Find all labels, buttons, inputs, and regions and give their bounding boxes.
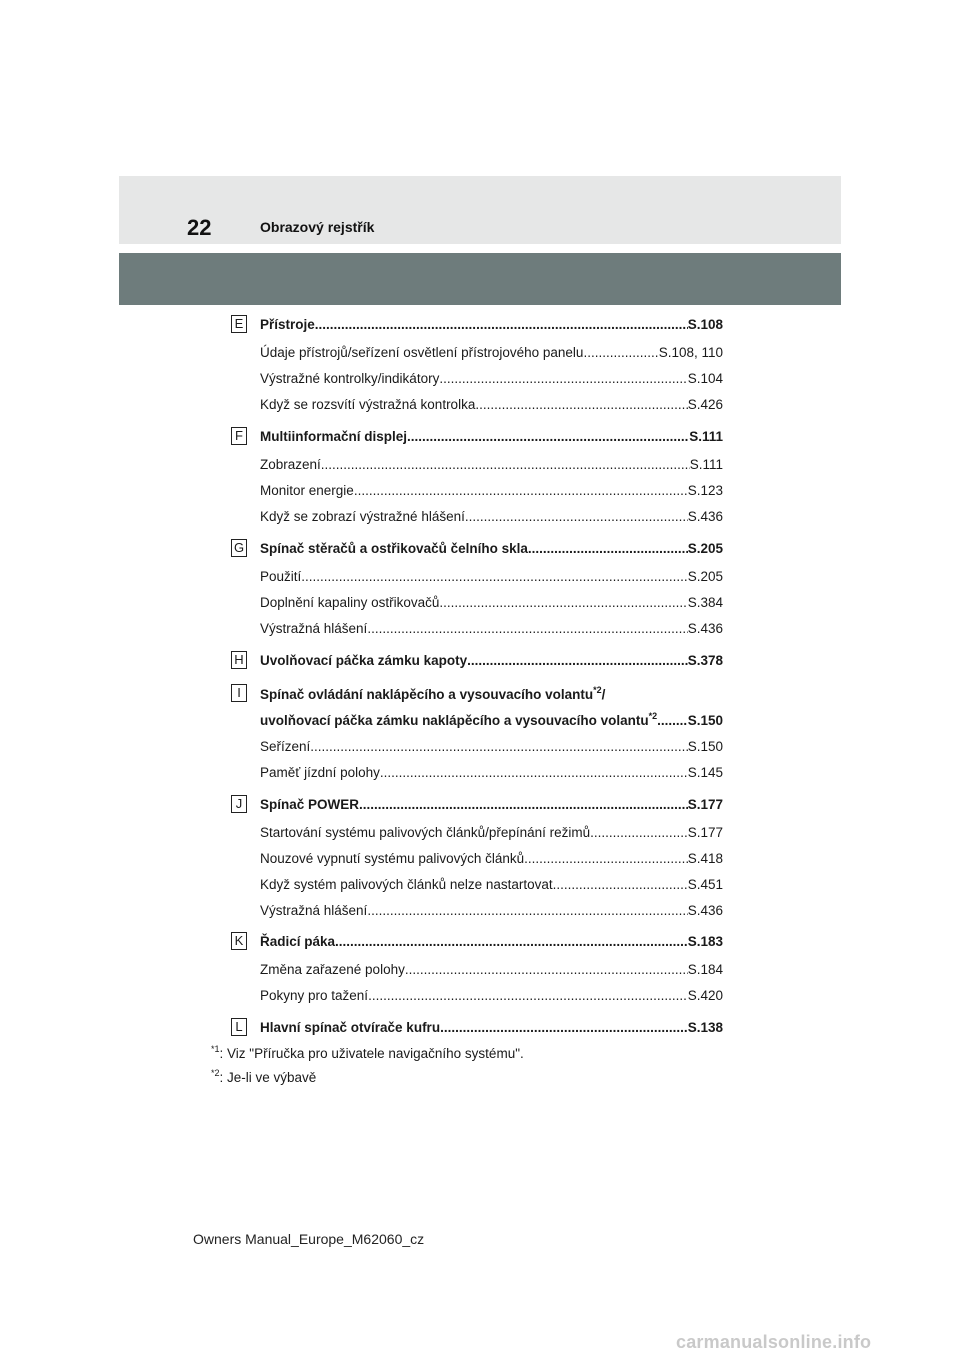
entry-title: Výstražné kontrolky/indikátory	[260, 371, 440, 386]
index-subentry[interactable]	[260, 824, 723, 842]
footnote-text: : Viz "Příručka pro uživatele navigačního systému".	[219, 1046, 524, 1061]
index-subentry[interactable]	[260, 876, 723, 894]
entry-page: S.436	[687, 903, 723, 918]
letter-marker-k: K	[231, 932, 247, 950]
entry-page: S.145	[687, 765, 723, 780]
entry-page: S.138	[687, 1020, 723, 1035]
entry-title: Multiinformační displej	[260, 429, 408, 444]
manual-footer: Owners Manual_Europe_M62060_cz	[193, 1231, 425, 1247]
entry-page: S.150	[687, 713, 723, 728]
entry-title: Seřízení	[260, 739, 311, 754]
entry-title: Změna zařazené polohy	[260, 962, 405, 977]
entry-page: S.436	[687, 509, 723, 524]
index-subentry[interactable]	[260, 344, 723, 362]
index-entry-trunk-opener[interactable]	[260, 1019, 723, 1037]
entry-title: Řadicí páka	[260, 934, 336, 949]
page-number: 22	[187, 215, 212, 240]
entry-title: Nouzové vypnutí systému palivových článků	[260, 851, 525, 866]
footnote-mark: *2	[211, 1067, 220, 1078]
index-entry-multi-info-display[interactable]	[260, 428, 723, 446]
index-entry-power-switch[interactable]	[260, 796, 723, 814]
entry-page: S.436	[687, 621, 723, 636]
letter-marker-f: F	[231, 427, 247, 445]
section-title: Obrazový rejstřík	[260, 219, 375, 235]
entry-title-tail: /	[601, 687, 606, 702]
letter-marker-h: H	[231, 651, 247, 669]
entry-page: S.123	[687, 483, 723, 498]
index-subentry[interactable]	[260, 764, 723, 782]
entry-title: Doplnění kapaliny ostřikovačů	[260, 595, 440, 610]
entry-page: S.205	[687, 541, 723, 556]
entry-title: Když se rozsvítí výstražná kontrolka	[260, 397, 476, 412]
entry-page: S.108, 110	[658, 345, 723, 360]
index-subentry[interactable]	[260, 620, 723, 638]
footnote-1	[211, 1045, 524, 1063]
entry-title: Monitor energie	[260, 483, 354, 498]
entry-title: Výstražná hlášení	[260, 903, 368, 918]
entry-title: Uvolňovací páčka zámku kapoty	[260, 653, 468, 668]
index-entry-hood-lever[interactable]	[260, 652, 723, 670]
entry-title: Spínač stěračů a ostřikovačů čelního skla	[260, 541, 528, 556]
entry-title: Použití	[260, 569, 302, 584]
footnote-mark: *1	[211, 1043, 220, 1054]
entry-title: Výstražná hlášení	[260, 621, 368, 636]
entry-title: Když systém palivových článků nelze nastartovat	[260, 877, 553, 892]
entry-title: Paměť jízdní polohy	[260, 765, 380, 780]
index-subentry[interactable]	[260, 738, 723, 756]
index-subentry[interactable]	[260, 902, 723, 920]
entry-title: Pokyny pro tažení	[260, 988, 369, 1003]
section-banner	[119, 253, 841, 305]
footnote-ref: *2	[593, 684, 602, 695]
entry-page: S.420	[687, 988, 723, 1003]
entry-page: S.177	[687, 797, 723, 812]
watermark: carmanualsonline.info	[676, 1332, 872, 1352]
entry-title: Údaje přístrojů/seřízení osvětlení přístrojového panelu	[260, 345, 584, 360]
entry-title: Když se zobrazí výstražné hlášení	[260, 509, 465, 524]
index-entry-instruments[interactable]	[260, 316, 723, 334]
entry-page: S.384	[687, 595, 723, 610]
entry-page: S.451	[687, 877, 723, 892]
index-entry-shift-lever[interactable]	[260, 933, 723, 951]
letter-marker-g: G	[231, 539, 247, 557]
entry-title: uvolňovací páčka zámku naklápěcího a vysouvacího volantu	[260, 713, 649, 728]
letter-marker-e: E	[231, 315, 247, 333]
entry-page: S.150	[687, 739, 723, 754]
index-subentry[interactable]	[260, 456, 723, 474]
entry-page: S.183	[687, 934, 723, 949]
entry-page: S.184	[687, 962, 723, 977]
entry-title: Hlavní spínač otvírače kufru	[260, 1020, 441, 1035]
entry-page: S.108	[687, 317, 723, 332]
footnote-ref: *2	[648, 710, 658, 721]
entry-page: S.111	[689, 429, 723, 444]
index-subentry[interactable]	[260, 568, 723, 586]
letter-marker-l: L	[231, 1018, 247, 1036]
entry-title: Spínač POWER	[260, 797, 360, 812]
entry-title: Zobrazení	[260, 457, 321, 472]
index-entry-wiper-switch[interactable]	[260, 540, 723, 558]
entry-page: S.111	[689, 457, 723, 472]
entry-title: Přístroje	[260, 317, 315, 332]
entry-title: Startování systému palivových článků/přepínání režimů	[260, 825, 591, 840]
entry-page: S.426	[687, 397, 723, 412]
entry-page: S.378	[687, 653, 723, 668]
entry-page: S.104	[687, 371, 723, 386]
index-subentry[interactable]	[260, 850, 723, 868]
index-subentry[interactable]	[260, 370, 723, 388]
header-band	[119, 176, 841, 244]
index-subentry[interactable]	[260, 961, 723, 979]
index-subentry[interactable]	[260, 482, 723, 500]
index-subentry[interactable]	[260, 508, 723, 526]
letter-marker-i: I	[231, 684, 247, 702]
index-subentry[interactable]	[260, 594, 723, 612]
index-entry-steering-lever[interactable]	[260, 712, 723, 730]
index-entry-steering-switch[interactable]	[260, 686, 723, 704]
index-subentry[interactable]	[260, 396, 723, 414]
entry-page: S.177	[687, 825, 723, 840]
entry-page: S.205	[687, 569, 723, 584]
index-subentry[interactable]	[260, 987, 723, 1005]
entry-title: Spínač ovládání naklápěcího a vysouvacího volantu	[260, 687, 594, 702]
footnote-2	[211, 1069, 316, 1087]
footnote-text: : Je-li ve výbavě	[219, 1070, 317, 1085]
entry-page: S.418	[687, 851, 723, 866]
letter-marker-j: J	[231, 795, 247, 813]
